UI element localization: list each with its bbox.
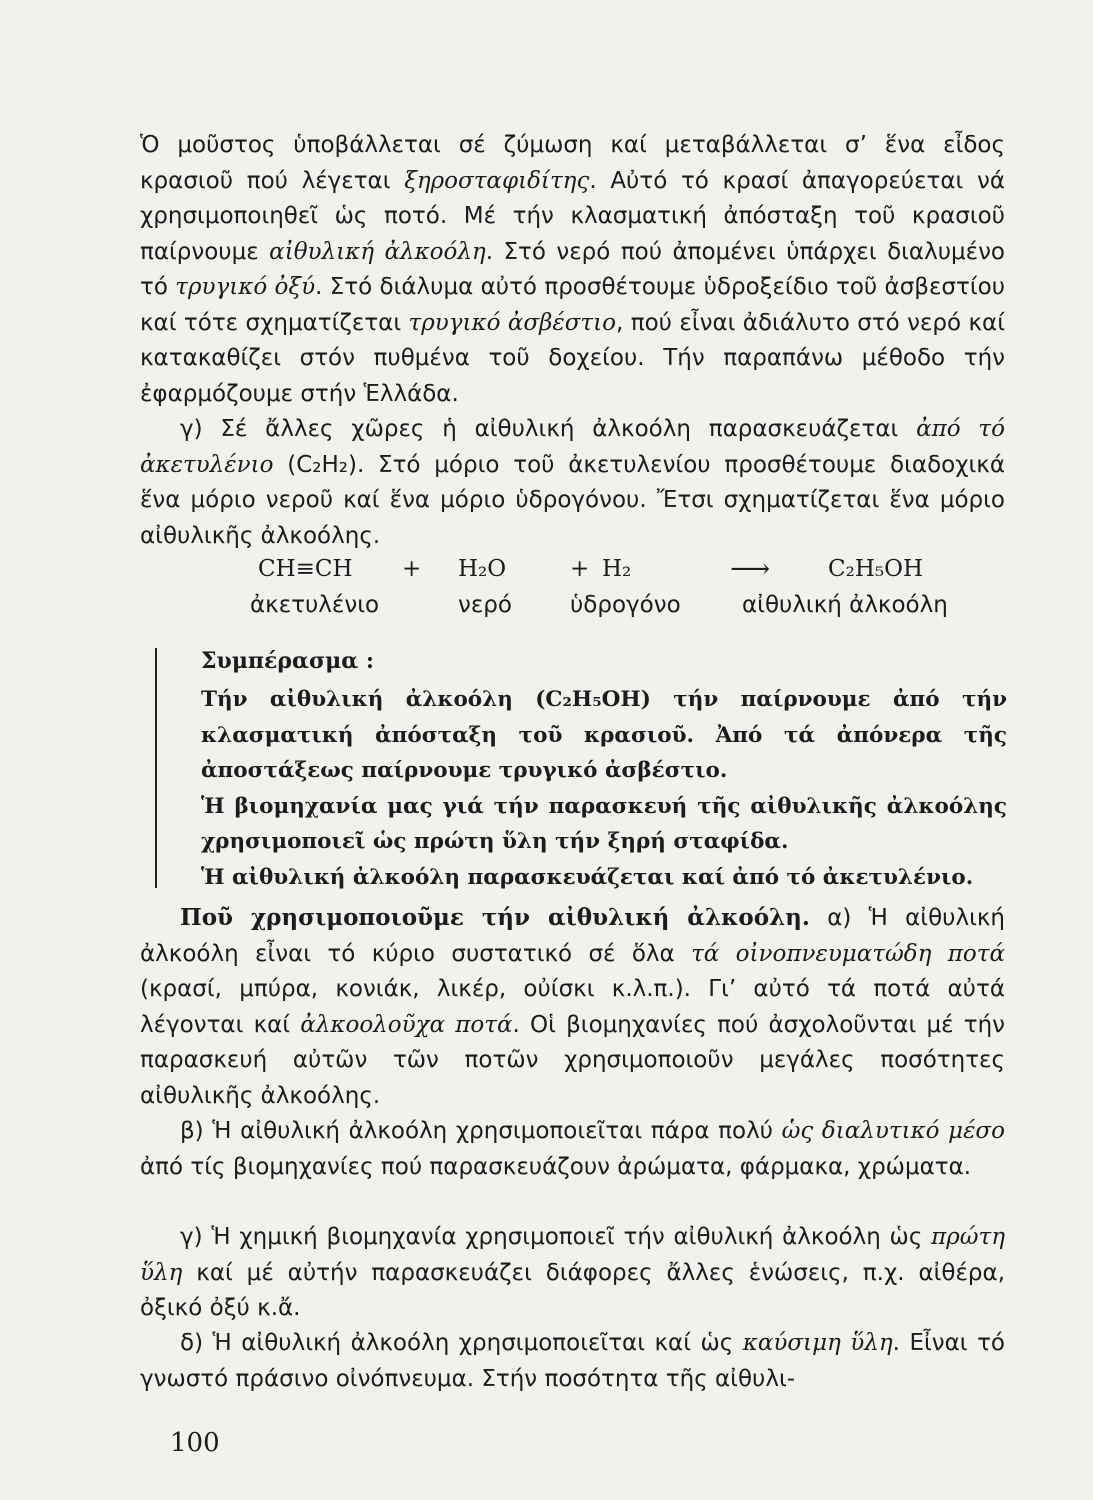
conclusion-line: Ἡ αἰθυλική ἀλκοόλη παρασκευάζεται καί ἀπό τό ἀκετυλένιο. <box>201 864 974 890</box>
text-run: (κρασί, μπύρα, κονιάκ, λικέρ, οὐίσκι κ.λ.π.). Γι’ αὐτό τά ποτά αὐτά λέγονται καί <box>140 976 1005 1038</box>
product-ethanol: C₂H₅OH <box>828 556 924 582</box>
paragraph-uses-b <box>140 1114 1005 1185</box>
page-number: 100 <box>170 1428 220 1458</box>
italic-term: καύσιμη ὕλη <box>742 1330 893 1356</box>
text-run: ἀπό τίς βιομηχανίες πού παρασκευάζουν ἀρώματα, φάρμακα, χρώματα. <box>140 1153 972 1180</box>
text-run: δ) Ἡ αἰθυλική ἀλκοόλη χρησιμοποιεῖται καί ὡς <box>180 1330 743 1356</box>
label-hydrogen: ὑδρογόνο <box>570 592 681 618</box>
conclusion-line: Ἡ βιομηχανία μας γιά τήν παρασκευή τῆς αἰθυλικῆς ἀλκοόλης χρησιμοποιεῖ ὡς πρώτη ὕλη τήν ξηρή σταφίδα. <box>201 793 1007 854</box>
section-heading: Ποῦ χρησιμοποιοῦμε τήν αἰθυλική ἀλκοόλη. <box>180 904 810 931</box>
text-run: γ) Σέ ἄλλες χῶρες ἡ αἰθυλική ἀλκοόλη παρασκευάζεται <box>180 416 917 442</box>
text-run: (C₂H₂). Στό μόριο τοῦ ἀκετυλενίου προσθέτουμε διαδοχικά ἕνα μόριο νεροῦ καί ἕνα μόριο ὑδρογόνου. Ἔτσι σχηματίζεται ἕνα μόριο αἰθυλικῆς ἀλκοόλης. <box>140 451 1005 549</box>
text-run: . Στό νερό πού ἀπομένει ὑπάρχει διαλυμένο τό <box>140 238 1005 300</box>
paragraph-wine-distillation <box>140 128 1005 412</box>
italic-term: πρώτη ὕλη <box>140 1224 1005 1286</box>
plus-sign: + <box>570 556 590 582</box>
text-run: . Στό διάλυμα αὐτό προσθέτουμε ὑδροξείδιο τοῦ ἀσβεστίου καί τότε σχηματίζεται <box>140 274 1005 336</box>
arrow-icon: ⟶ <box>730 552 771 585</box>
text-run: β) Ἡ αἰθυλική ἀλκοόλη χρησιμοποιεῖται πάρα πολύ <box>180 1118 782 1144</box>
conclusion-title: Συμπέρασμα : <box>201 648 374 674</box>
label-water: νερό <box>458 592 512 618</box>
text-run: . Οἱ βιομηχανίες πού ἀσχολοῦνται μέ τήν παρασκευή αὐτῶν τῶν ποτῶν χρησιμοποιοῦν μεγάλες ποσότητες αἰθυλικῆς ἀλκοόλης. <box>140 1011 1006 1109</box>
text-run: καί μέ αὐτήν παρασκευάζει διάφορες ἄλλες ἑνώσεις, π.χ. αἰθέρα, ὀξικό ὀξύ κ.ἄ. <box>140 1259 1005 1321</box>
paragraph-acetylene <box>140 412 1005 554</box>
conclusion-text <box>201 682 1007 895</box>
reactant-hydrogen: H₂ <box>602 556 632 582</box>
conclusion-box <box>155 648 1007 888</box>
paragraph-uses-d <box>140 1326 1005 1397</box>
text-run: γ) Ἡ χημική βιομηχανία χρησιμοποιεῖ τήν αἰθυλική ἀλκοόλη ὡς <box>180 1224 932 1250</box>
italic-term: ἀπό τό ἀκετυλένιο <box>140 416 1005 478</box>
paragraph-uses-c <box>140 1220 1005 1327</box>
reactant-acetylene: CH≡CH <box>258 556 353 582</box>
text-run: Ὁ μοῦστος ὑποβάλλεται σέ ζύμωση καί μεταβάλλεται σ’ ἕνα εἶδος κρασιοῦ πού λέγεται <box>140 132 1005 194</box>
paragraph-uses-a <box>140 900 1005 1114</box>
italic-term: ξηροσταφιδίτης <box>404 167 590 194</box>
reactant-water: H₂O <box>458 556 507 582</box>
label-ethanol: αἰθυλική ἀλκοόλη <box>742 592 948 618</box>
text-run: , πού εἶναι ἀδιάλυτο στό νερό καί κατακαθίζει στόν πυθμένα τοῦ δοχείου. Τήν παραπάνω μέθοδο τήν ἐφαρμόζουμε στήν Ἑλλάδα. <box>140 309 1005 407</box>
italic-term: ἀλκοολοῦχα ποτά <box>300 1011 513 1038</box>
italic-term: τρυγικό ὀξύ <box>175 274 316 300</box>
text-run: . Εἶναι τό γνωστό πράσινο οἰνόπνευμα. Στήν ποσότητα τῆς αἰθυλι- <box>140 1330 1005 1392</box>
italic-term: τά οἰνοπνευματώδη ποτά <box>691 940 1005 967</box>
italic-term: αἰθυλική ἀλκοόλη <box>269 238 486 265</box>
plus-sign: + <box>402 556 422 582</box>
italic-term: ὡς διαλυτικό μέσο <box>781 1118 1005 1144</box>
text-run: α) Ἡ αἰθυλική ἀλκοόλη εἶναι τό κύριο συστατικό σέ ὅλα <box>140 905 1006 967</box>
text-run: . Αὐτό τό κρασί ἀπαγορεύεται νά χρησιμοποιηθεῖ ὡς ποτό. Μέ τήν κλασματική ἀπόσταξη τοῦ κρασιοῦ παίρνουμε <box>140 167 1005 265</box>
chemical-equation <box>140 552 1005 626</box>
conclusion-line: Τήν αἰθυλική ἀλκοόλη (C₂H₅OH) τήν παίρνουμε ἀπό τήν κλασματική ἀπόσταξη τοῦ κρασιοῦ. Ἀπό τά ἀπόνερα τῆς ἀποστάξεως παίρνουμε τρυγικό ἀσβέστιο. <box>201 687 1007 783</box>
italic-term: τρυγικό ἀσβέστιο <box>408 309 617 336</box>
label-acetylene: ἀκετυλένιο <box>250 592 380 618</box>
